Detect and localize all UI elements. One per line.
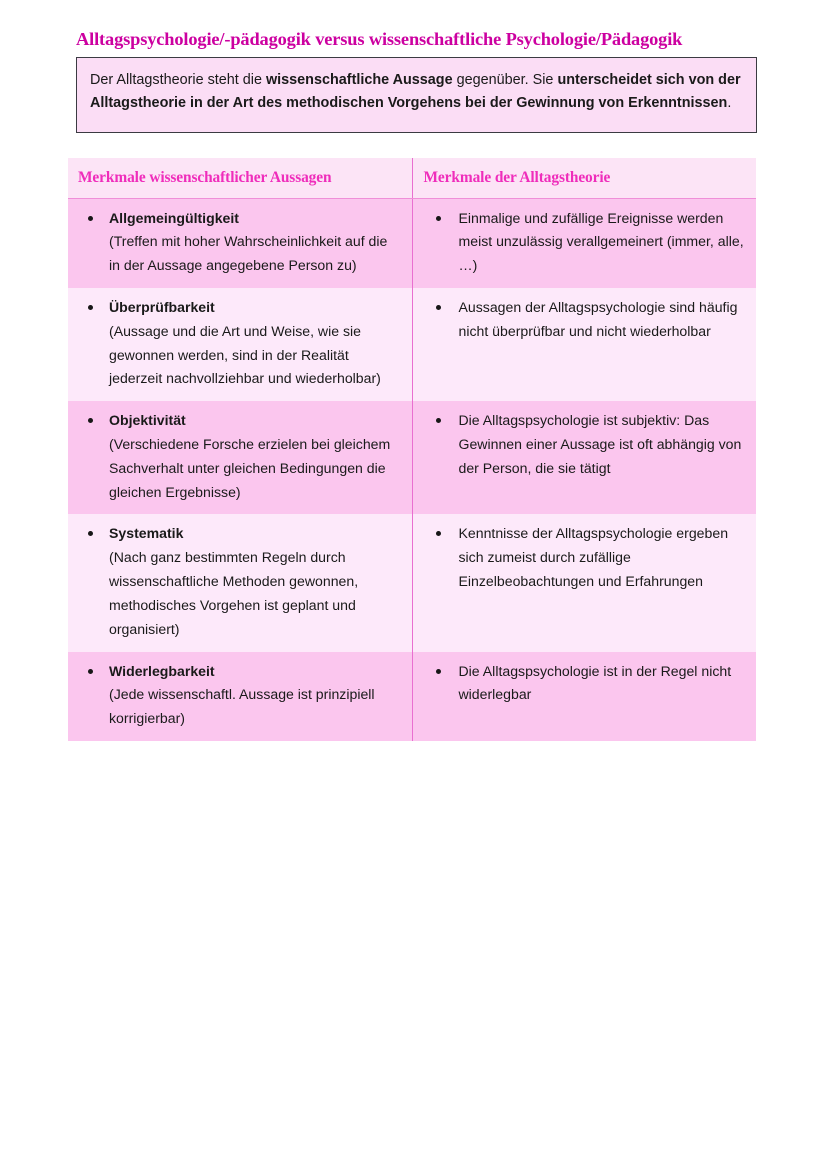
table-cell-everyday <box>412 401 756 514</box>
table-cell-everyday <box>412 652 756 741</box>
bullet-description: (Treffen mit hoher Wahrscheinlichkeit auf die in der Aussage angegebene Person zu) <box>109 233 388 274</box>
table-row <box>68 652 756 741</box>
table-cell-scientific <box>68 401 412 514</box>
table-cell-everyday <box>412 514 756 651</box>
table-row <box>68 288 756 401</box>
bullet-item <box>78 296 400 391</box>
bullet-description: Die Alltagspsychologie ist in der Regel nicht widerlegbar <box>458 662 732 703</box>
page-title: Alltagspsychologie/-pädagogik versus wissenschaftliche Psychologie/Pädagogik <box>76 29 683 50</box>
bullet-term: Objektivität <box>109 412 186 429</box>
bullet-description: (Aussage und die Art und Weise, wie sie gewonnen werden, sind in der Realität jederzeit nachvollziehbar und wiederholbar) <box>109 322 381 387</box>
bullet-item <box>424 296 745 344</box>
intro-bold-1: wissenschaftliche Aussage <box>265 72 453 88</box>
table-header <box>68 158 756 198</box>
intro-segment-2: gegenüber. Sie <box>452 72 558 88</box>
bullet-description: Kenntnisse der Alltagspsychologie ergeben sich zumeist durch zufällige Einzelbeobachtungen und Erfahrungen <box>458 525 729 590</box>
bullet-description: Die Alltagspsychologie ist subjektiv: Das Gewinnen einer Aussage ist oft abhängig von der Person, die sie tätigt <box>458 412 742 476</box>
comparison-table <box>68 158 756 741</box>
bullet-item <box>78 207 400 278</box>
intro-segment-1: Der Alltagstheorie steht die <box>90 72 266 88</box>
table-cell-everyday <box>412 198 756 288</box>
table-body <box>68 198 756 741</box>
bullet-item <box>78 660 400 731</box>
table-cell-scientific <box>68 514 412 651</box>
bullet-description: (Verschiedene Forsche erzielen bei gleichem Sachverhalt unter gleichen Bedingungen die gleichen Ergebnisse) <box>109 436 391 500</box>
intro-bold-2: unterscheidet sich von der Alltagstheorie in der Art des methodischen Vorgehens bei der Gewinnung von Erkenntnissen <box>90 72 741 112</box>
table-row <box>68 401 756 514</box>
table-row <box>68 514 756 651</box>
bullet-term: Widerlegbarkeit <box>109 662 215 679</box>
table-header-row <box>68 158 756 198</box>
bullet-item <box>78 522 400 641</box>
bullet-item <box>424 207 745 278</box>
column-header-everyday: Merkmale der Alltagstheorie <box>412 158 756 198</box>
bullet-term: Überprüfbarkeit <box>109 298 215 315</box>
bullet-description: Einmalige und zufällige Ereignisse werden meist unzulässig verallgemeinert (immer, alle, …) <box>458 209 744 274</box>
column-header-scientific: Merkmale wissenschaftlicher Aussagen <box>68 158 412 198</box>
bullet-description: (Nach ganz bestimmten Regeln durch wissenschaftliche Methoden gewonnen, methodisches Vorgehen ist geplant und organisiert) <box>109 549 359 637</box>
table-cell-scientific <box>68 652 412 741</box>
table-cell-scientific <box>68 288 412 401</box>
bullet-description: Aussagen der Alltagspsychologie sind häufig nicht überprüfbar und nicht wiederholbar <box>458 298 738 339</box>
table-cell-scientific <box>68 198 412 288</box>
bullet-item <box>78 409 400 504</box>
intro-callout-box <box>76 57 757 133</box>
bullet-term: Systematik <box>109 525 184 542</box>
table-row <box>68 198 756 288</box>
bullet-item <box>424 522 745 593</box>
bullet-item <box>424 409 745 480</box>
intro-paragraph <box>90 69 742 116</box>
bullet-description: (Jede wissenschaftl. Aussage ist prinzipiell korrigierbar) <box>109 686 375 727</box>
intro-segment-3: . <box>727 95 732 112</box>
table-cell-everyday <box>412 288 756 401</box>
bullet-term: Allgemeingültigkeit <box>109 209 239 226</box>
bullet-item <box>424 660 745 708</box>
